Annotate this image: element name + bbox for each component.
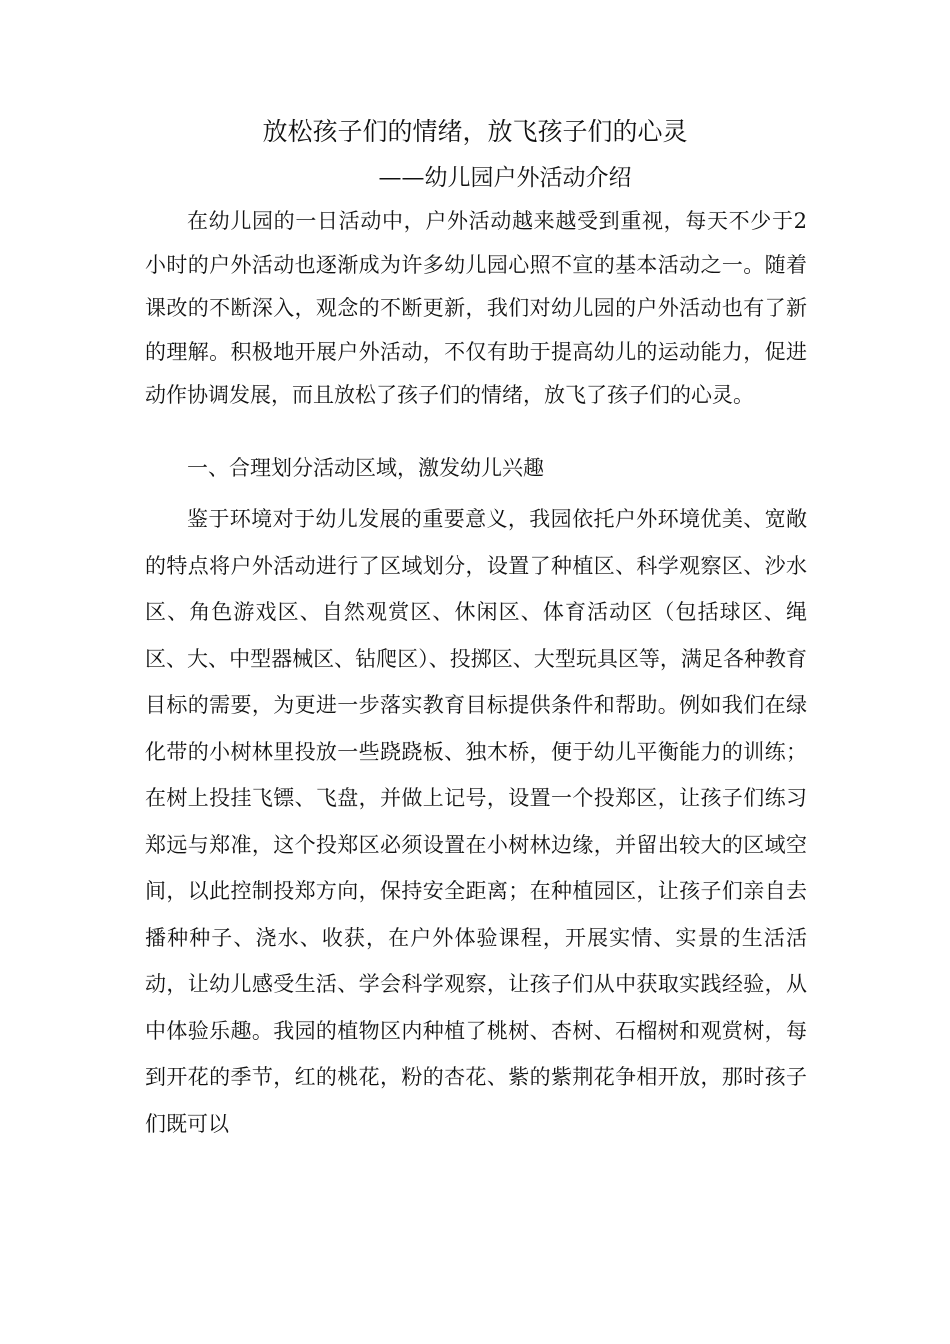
intro-paragraph: 在幼儿园的一日活动中，户外活动越来越受到重视，每天不少于2小时的户外活动也逐渐成为许多幼儿园心照不宣的基本活动之一。随着课改的不断深入，观念的不断更新，我们对幼儿园的户外活动也有了新的理解。积极地开展户外活动，不仅有助于提高幼儿的运动能力，促进动作协调发展，而且放松了孩子们的情绪，放飞了孩子们的心灵。 [145, 209, 807, 407]
document-subtitle: ——幼儿园户外活动介绍 [378, 165, 632, 191]
section-heading: 一、合理划分活动区域，激发幼儿兴趣 [187, 456, 544, 480]
body-paragraph: 鉴于环境对于幼儿发展的重要意义，我园依托户外环境优美、宽敞的特点将户外活动进行了区域划分，设置了种植区、科学观察区、沙水区、角色游戏区、自然观赏区、休闲区、体育活动区（包括球区、绳区、大、中型器械区、钻爬区）、投掷区、大型玩具区等，满足各种教育目标的需要，为更进一步落实教育目标提供条件和帮助。例如我们在绿化带的小树林里投放一些跷跷板、独木桥，便于幼儿平衡能力的训练；在树上投挂飞镖、飞盘，并做上记号，设置一个投郑区，让孩子们练习郑远与郑准，这个投郑区必须设置在小树林边缘，并留出较大的区域空间，以此控制投郑方向，保持安全距离；在种植园区，让孩子们亲自去播种种子、浇水、收获，在户外体验课程，开展实情、实景的生活活动，让幼儿感受生活、学会科学观察，让孩子们从中获取实践经验，从中体验乐趣。我园的植物区内种植了桃树、杏树、石榴树和观赏树，每到开花的季节，红的桃花，粉的杏花、紫的紫荆花争相开放，那时孩子们既可以 [145, 507, 807, 1136]
document-title: 放松孩子们的情绪，放飞孩子们的心灵 [262, 117, 688, 146]
